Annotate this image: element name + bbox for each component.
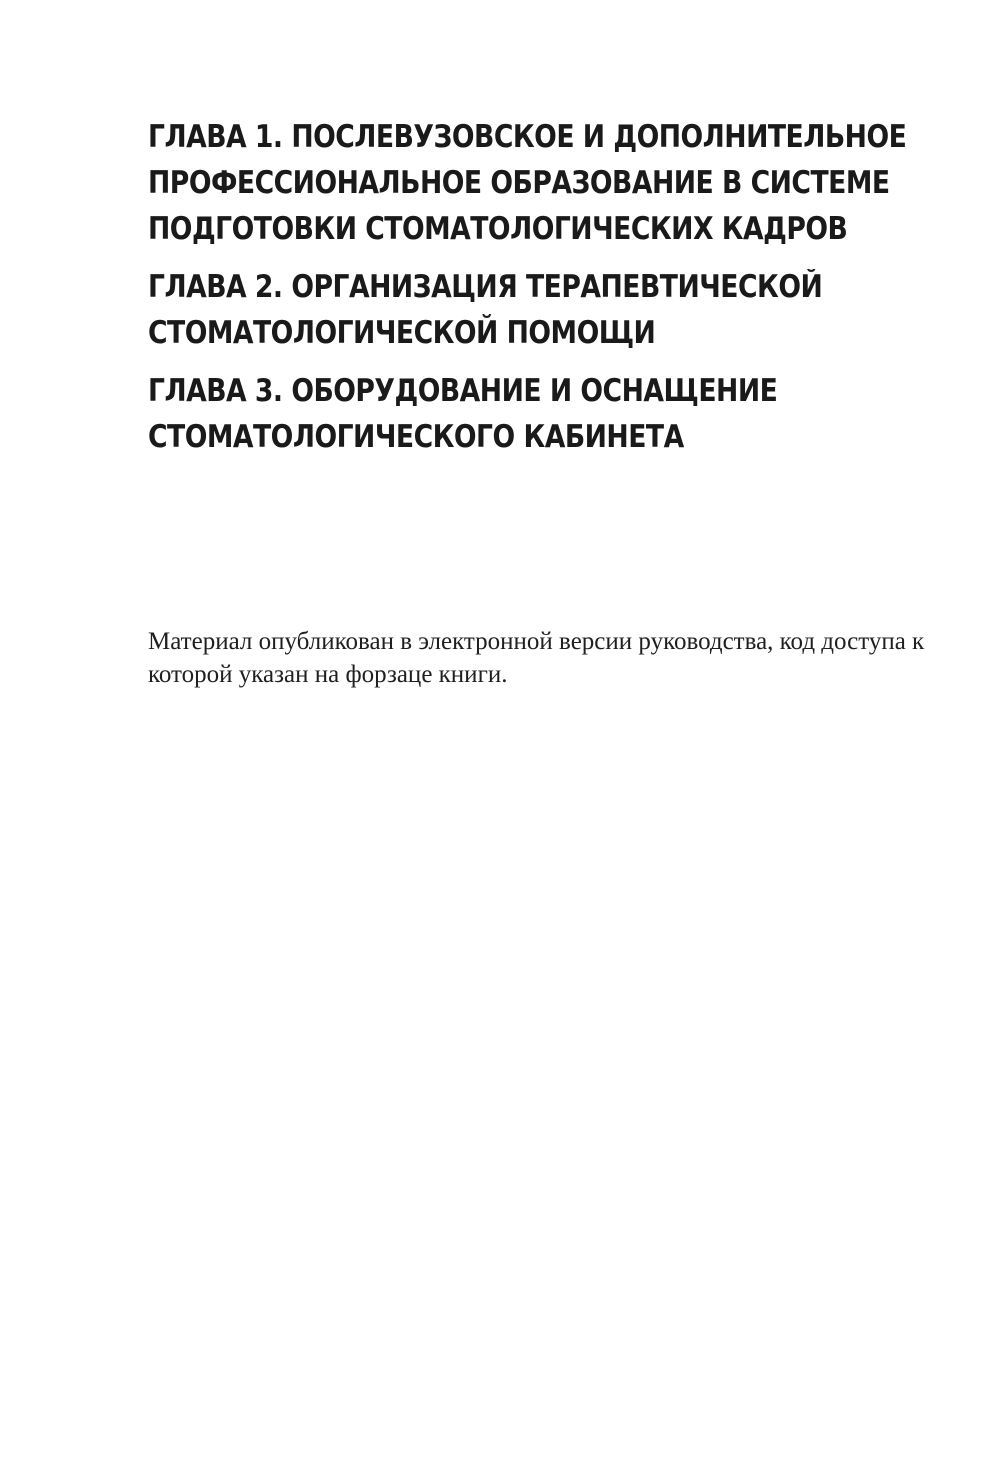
chapter-2-heading: ГЛАВА 2. ОРГАНИЗАЦИЯ ТЕРАПЕВТИЧЕСКОЙ СТОМАТОЛОГИЧЕСКОЙ ПОМОЩИ <box>148 269 823 351</box>
chapter-3-heading: ГЛАВА 3. ОБОРУДОВАНИЕ И ОСНАЩЕНИЕ СТОМАТОЛОГИЧЕСКОГО КАБИНЕТА <box>148 373 778 455</box>
chapter-list <box>148 114 938 472</box>
electronic-version-note: Материал опубликован в электронной версии руководства, код доступа к которой указан на форзаце книги. <box>148 628 925 688</box>
chapter-1-heading: ГЛАВА 1. ПОСЛЕВУЗОВСКОЕ И ДОПОЛНИТЕЛЬНОЕ ПРОФЕССИОНАЛЬНОЕ ОБРАЗОВАНИЕ В СИСТЕМЕ ПОДГОТОВКИ СТОМАТОЛОГИЧЕСКИХ КАДРОВ <box>148 119 907 247</box>
